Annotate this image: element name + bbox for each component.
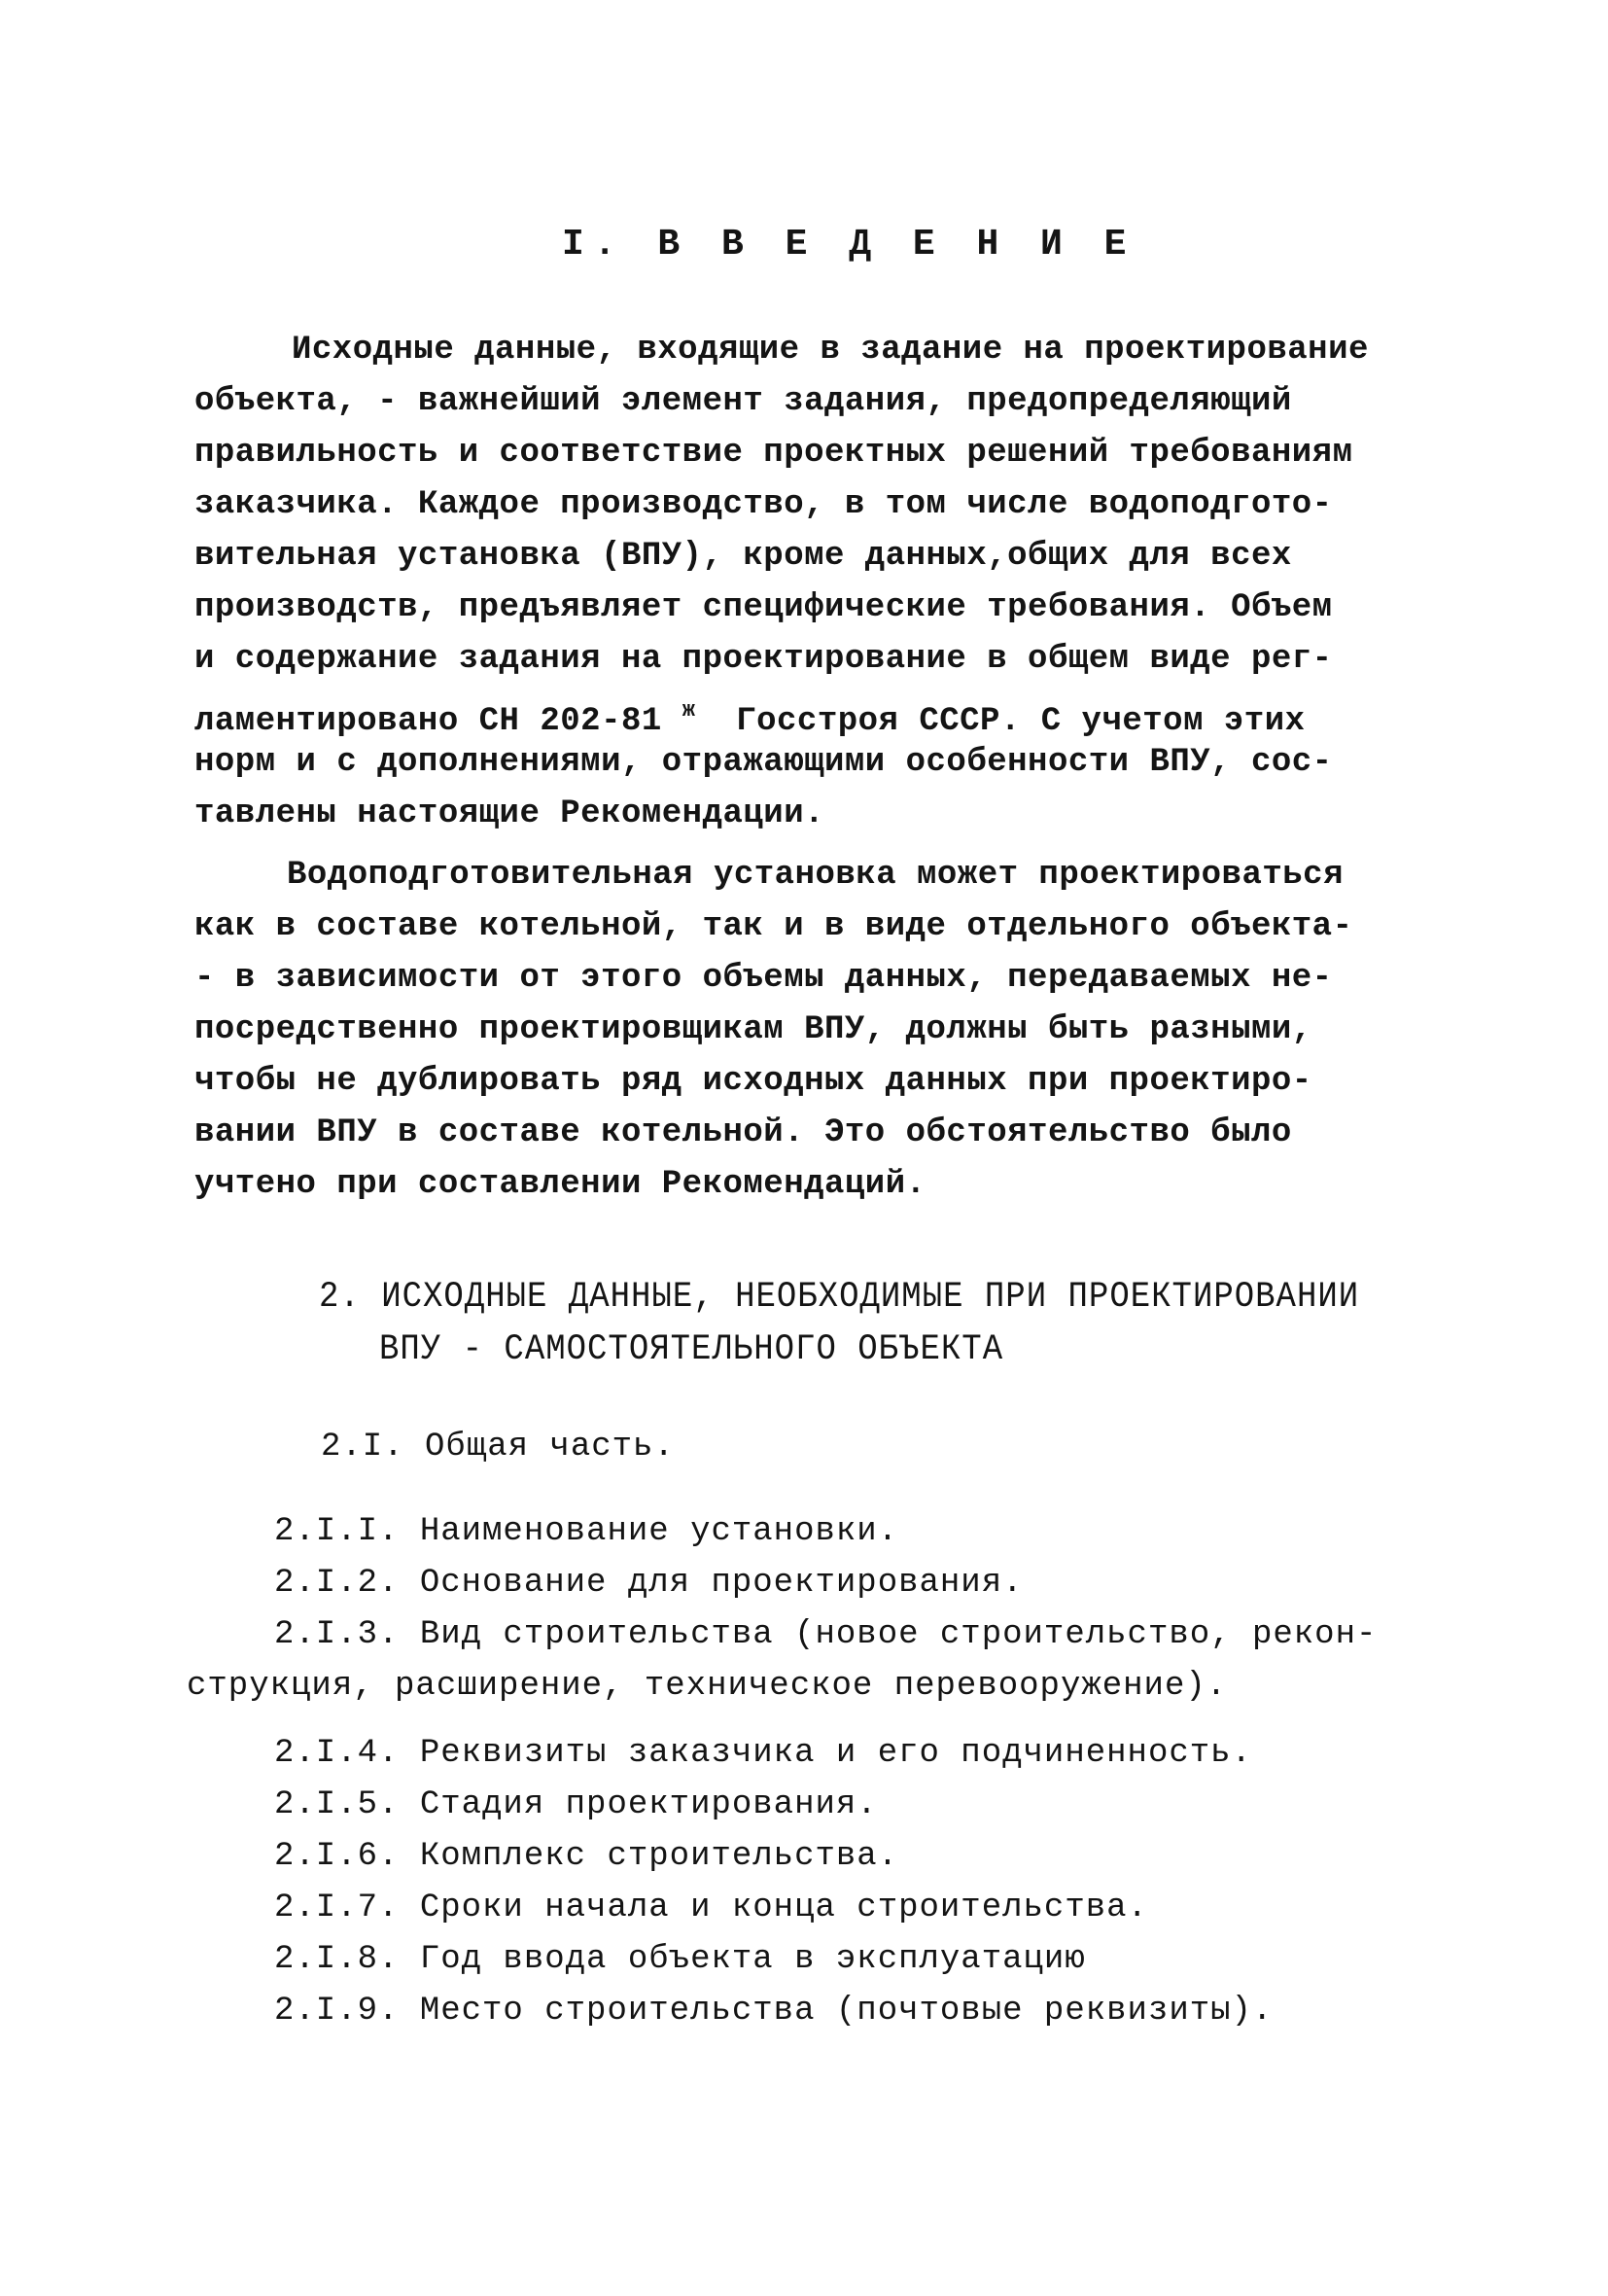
item-2-1-8: 2.I.8. Год ввода объекта в эксплуатацию (274, 1941, 1086, 1978)
subsection-2-1-heading: 2.I. Общая часть. (321, 1429, 675, 1466)
intro-p1-line-7: и содержание задания на проектирование в общем виде рег- (194, 641, 1333, 678)
intro-p1-line-8 (194, 691, 1306, 741)
intro-p1-line-8b: Госстроя СССР. С учетом этих (736, 703, 1306, 740)
intro-p2-line-7: учтено при составлении Рекомендаций. (194, 1166, 926, 1203)
item-2-1-2: 2.I.2. Основание для проектирования. (274, 1565, 1024, 1602)
item-2-1-9: 2.I.9. Место строительства (почтовые реквизиты). (274, 1993, 1274, 2030)
intro-p1-line-4: заказчика. Каждое производство, в том числе водоподгото- (194, 486, 1333, 523)
intro-p1-line-10: тавлены настоящие Рекомендации. (194, 795, 825, 832)
intro-p1-line-8a: ламентировано СН 202-81 (194, 703, 662, 740)
item-2-1-6: 2.I.6. Комплекс строительства. (274, 1838, 899, 1875)
item-2-1-4: 2.I.4. Реквизиты заказчика и его подчиненность. (274, 1735, 1252, 1772)
item-2-1-3: 2.I.3. Вид строительства (новое строительство, рекон- (274, 1616, 1378, 1653)
item-2-1-3-continued: струкция, расширение, техническое перевооружение). (187, 1668, 1228, 1705)
footnote-mark: ж (682, 698, 696, 723)
intro-p1-line-2: объекта, - важнейший элемент задания, предопределяющий (194, 383, 1292, 420)
intro-p1-line-9: норм и с дополнениями, отражающими особенности ВПУ, сос- (194, 744, 1333, 781)
section-2-heading-line-1: 2. ИСХОДНЫЕ ДАННЫЕ, НЕОБХОДИМЫЕ ПРИ ПРОЕКТИРОВАНИИ (319, 1277, 1360, 1318)
intro-p2-line-6: вании ВПУ в составе котельной. Это обстоятельство было (194, 1114, 1292, 1151)
intro-p2-line-2: как в составе котельной, так и в виде отдельного объекта- (194, 908, 1353, 945)
intro-p1-line-6: производств, предъявляет специфические требования. Объем (194, 589, 1333, 626)
intro-p2-line-1: Водоподготовительная установка может проектироваться (287, 857, 1344, 894)
section-2-heading-line-2: ВПУ - САМОСТОЯТЕЛЬНОГО ОБЪЕКТА (379, 1329, 1004, 1370)
page-title: I. В В Е Д Е Н И Е (562, 224, 1136, 265)
intro-p2-line-4: посредственно проектировщикам ВПУ, должны быть разными, (194, 1011, 1312, 1048)
intro-p1-line-5: вительная установка (ВПУ), кроме данных,общих для всех (194, 538, 1292, 575)
intro-p2-line-5: чтобы не дублировать ряд исходных данных при проектиро- (194, 1063, 1312, 1100)
intro-p1-line-1: Исходные данные, входящие в задание на проектирование (292, 332, 1369, 369)
item-2-1-5: 2.I.5. Стадия проектирования. (274, 1786, 878, 1823)
intro-p2-line-3: - в зависимости от этого объемы данных, передаваемых не- (194, 960, 1333, 997)
intro-p1-line-3: правильность и соответствие проектных решений требованиям (194, 435, 1353, 472)
item-2-1-1: 2.I.I. Наименование установки. (274, 1513, 899, 1550)
item-2-1-7: 2.I.7. Сроки начала и конца строительства. (274, 1890, 1148, 1926)
